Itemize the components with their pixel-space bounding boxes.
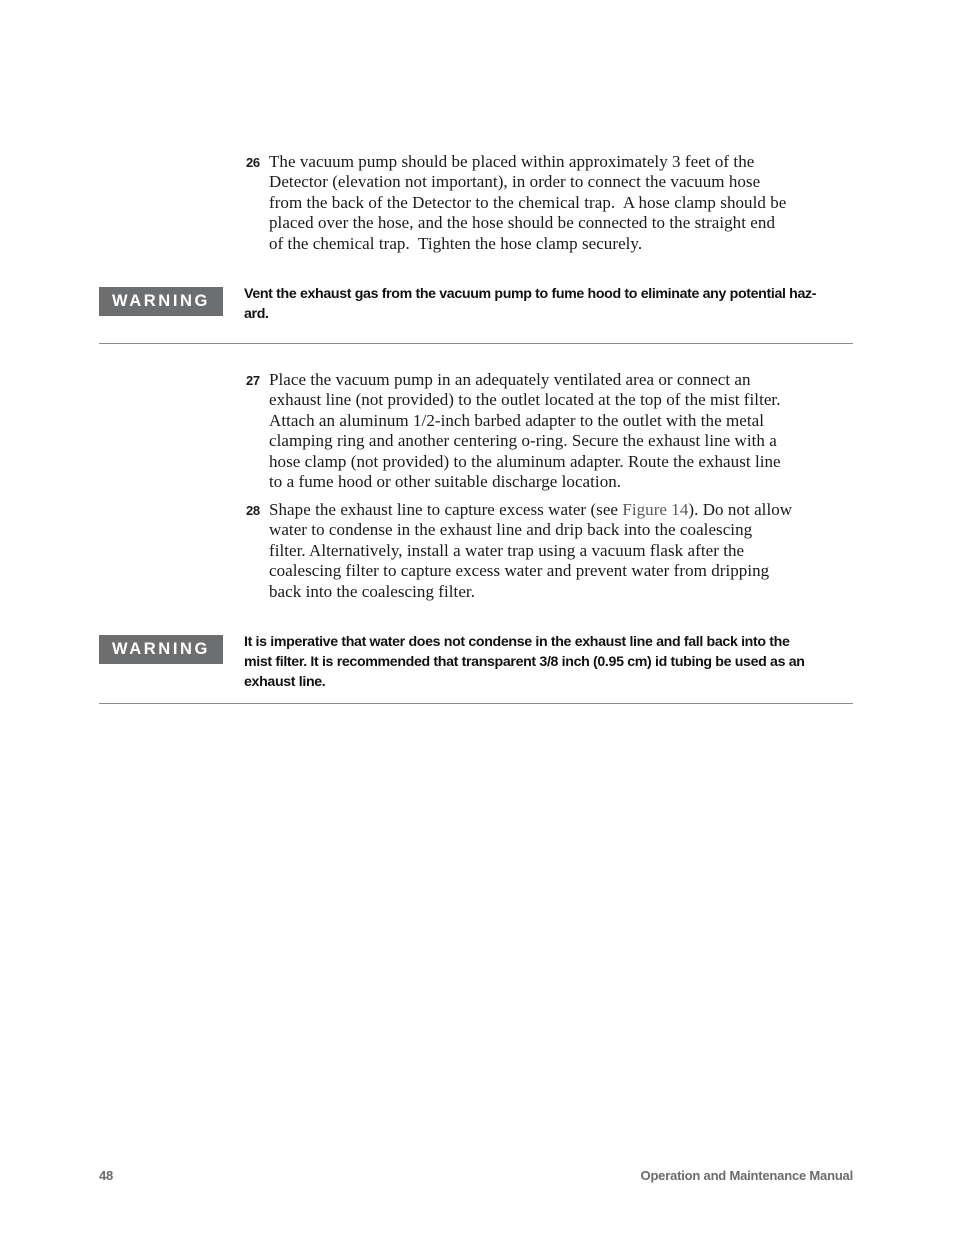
figure-link[interactable]: Figure 14: [622, 500, 689, 519]
step-number: 26: [246, 155, 260, 170]
text-line: Detector (elevation not important), in order to connect the vacuum hose: [269, 172, 761, 192]
text-line: exhaust line (not provided) to the outlet located at the top of the mist filter.: [269, 390, 781, 410]
text-fragment: Shape the exhaust line to capture excess water (see: [269, 500, 623, 519]
text-line: placed over the hose, and the hose should be connected to the straight end: [269, 213, 775, 233]
warning-line: ard.: [244, 306, 269, 322]
divider: [99, 703, 853, 704]
text-line: coalescing filter to capture excess water and prevent water from dripping: [269, 561, 770, 581]
step-text: [269, 370, 856, 492]
step-text: [269, 152, 856, 254]
step-28: [246, 500, 856, 602]
warning-badge: WARNING: [99, 287, 223, 316]
warning-line: It is imperative that water does not condense in the exhaust line and fall back into the: [244, 634, 790, 650]
text-line: from the back of the Detector to the chemical trap. A hose clamp should be: [269, 192, 787, 212]
text-line: The vacuum pump should be placed within approximately 3 feet of the: [269, 152, 755, 171]
step-26: [246, 152, 856, 254]
text-line: clamping ring and another centering o-ring. Secure the exhaust line with a: [269, 431, 777, 451]
step-27: [246, 370, 856, 492]
text-line: water to condense in the exhaust line and drip back into the coalescing: [269, 520, 753, 540]
text-fragment: ). Do not allow: [688, 500, 793, 519]
text-line: back into the coalescing filter.: [269, 581, 475, 601]
step-number: 28: [246, 503, 260, 518]
step-number: 27: [246, 373, 260, 388]
divider: [99, 343, 853, 344]
text-line: filter. Alternatively, install a water trap using a vacuum flask after the: [269, 540, 745, 560]
warning-line: exhaust line.: [244, 674, 326, 690]
text-line: Attach an aluminum 1/2-inch barbed adapter to the outlet with the metal: [269, 410, 764, 430]
warning-text: [244, 632, 856, 692]
text-line: Place the vacuum pump in an adequately ventilated area or connect an: [269, 370, 751, 389]
text-line: hose clamp (not provided) to the aluminum adapter. Route the exhaust line: [269, 451, 781, 471]
text-line: to a fume hood or other suitable discharge location.: [269, 472, 622, 492]
step-text: [269, 500, 856, 602]
warning-line: Vent the exhaust gas from the vacuum pump to fume hood to eliminate any potential haz-: [244, 286, 817, 302]
text-line: [269, 500, 856, 520]
warning-line: mist filter. It is recommended that transparent 3/8 inch (0.95 cm) id tubing be used as an: [244, 654, 805, 670]
page-number: 48: [99, 1168, 114, 1183]
warning-badge: WARNING: [99, 635, 223, 664]
warning-text: [244, 284, 856, 324]
manual-title: Operation and Maintenance Manual: [640, 1168, 853, 1183]
text-line: of the chemical trap. Tighten the hose clamp securely.: [269, 233, 643, 253]
